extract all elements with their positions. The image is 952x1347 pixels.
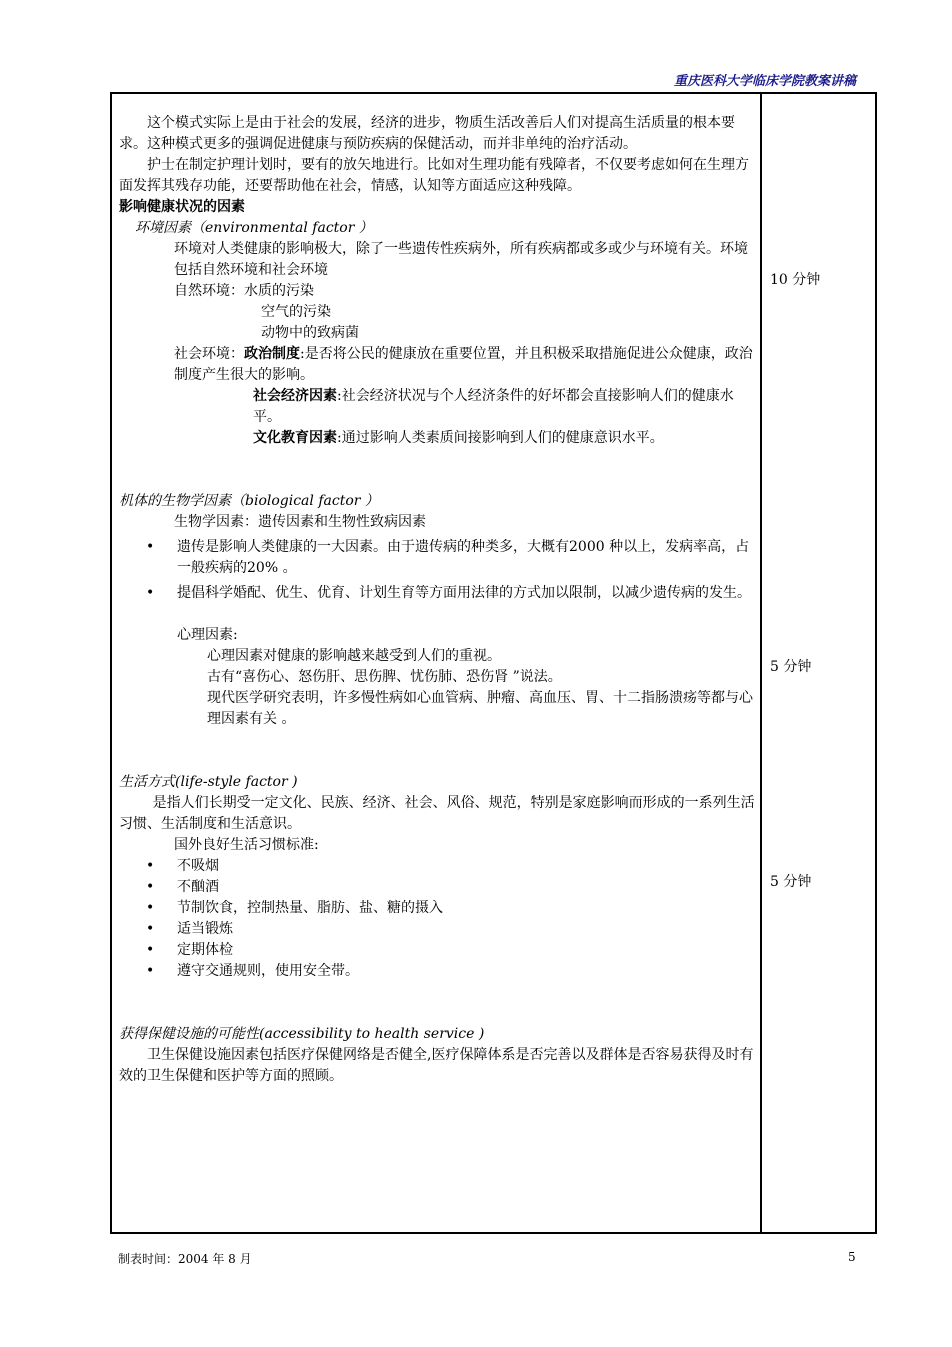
list-item: • 节制饮食，控制热量、脂肪、盐、糖的摄入 [146, 900, 443, 916]
psych-line: 心理因素对健康的影响越来越受到人们的重视。 [207, 648, 501, 664]
econ-term: 社会经济因素 [253, 388, 337, 404]
econ-text: :社会经济状况与个人经济条件的好坏都会直接影响人们的健康水平。 [253, 388, 734, 425]
document-header: 重庆医科大学临床学院教案讲稿 [673, 74, 856, 89]
edu-term: 文化教育因素 [253, 430, 337, 446]
list-item: • 适当锻炼 [146, 921, 233, 937]
env-title: 环境因素（environmental factor ） [135, 220, 373, 236]
life-title: 生活方式(life-style factor ) [119, 774, 298, 790]
bio-title: 机体的生物学因素（biological factor ） [119, 493, 379, 509]
paragraph-nursing: 护士在制定护理计划时，要有的放矢地进行。比如对生理功能有残障者，不仅要考虑如何在生理方面发挥其残存功能，还要帮助他在社会，情感，认知等方面适应这种残障。 [119, 157, 749, 194]
social-env-edu [253, 428, 755, 449]
politics-text: :是否将公民的健康放在重要位置，并且积极采取措施促进公众健康，政治制度产生很大的影响。 [174, 346, 753, 383]
life-standard-label: 国外良好生活习惯标准: [174, 837, 319, 853]
env-desc: 环境对人类健康的影响极大，除了一些遗传性疾病外，所有疾病都或多或少与环境有关。环境包括自然环境和社会环境 [174, 241, 748, 278]
politics-term: 政治制度 [244, 346, 300, 362]
access-desc: 卫生保健设施因素包括医疗保健网络是否健全,医疗保障体系是否完善以及群体是否容易获得及时有效的卫生保健和医护等方面的照顾。 [119, 1047, 754, 1084]
footer-date: 制表时间：2004 年 8 月 [118, 1252, 252, 1266]
social-env-econ [253, 386, 755, 428]
social-env-label: 社会环境： [174, 346, 244, 362]
column-divider [760, 92, 762, 1234]
natural-env-row [174, 281, 755, 302]
social-env-politics [174, 344, 755, 386]
time-allotment: 10 分钟 [770, 272, 821, 288]
edu-text: :通过影响人类素质间接影响到人们的健康意识水平。 [337, 430, 664, 446]
time-allotment: 5 分钟 [770, 874, 812, 890]
page-number: 5 [848, 1250, 856, 1264]
natural-env-item: 水质的污染 [244, 283, 314, 299]
bio-intro: 生物学因素：遗传因素和生物性致病因素 [174, 514, 426, 530]
natural-env-item: 空气的污染 [261, 304, 331, 320]
psych-line: 古有“喜伤心、怒伤肝、思伤脾、忧伤肺、恐伤肾 ”说法。 [207, 669, 562, 685]
list-item: • 不吸烟 [146, 858, 219, 874]
natural-env-label: 自然环境： [174, 283, 244, 299]
list-item: • 遵守交通规则，使用安全带。 [146, 963, 359, 979]
list-item: • 提倡科学婚配、优生、优育、计划生育等方面用法律的方式加以限制，以减少遗传病的发生。 [146, 585, 751, 601]
access-title: 获得保健设施的可能性(accessibility to health service ) [119, 1026, 485, 1042]
life-desc: 是指人们长期受一定文化、民族、经济、社会、风俗、规范，特别是家庭影响而形成的一系列生活习惯、生活制度和生活意识。 [119, 795, 755, 832]
list-item: • 不酗酒 [146, 879, 219, 895]
main-content [119, 113, 755, 1087]
list-item: • 遗传是影响人类健康的一大因素。由于遗传病的种类多，大概有2000 种以上，发病率高，占一般疾病的20% 。 [146, 539, 750, 576]
psych-line: 现代医学研究表明，许多慢性病如心血管病、肿瘤、高血压、胃、十二指肠溃疡等都与心理因素有关 。 [207, 690, 753, 727]
psych-label: 心理因素: [177, 627, 238, 643]
natural-env-item: 动物中的致病菌 [261, 325, 359, 341]
section-heading: 影响健康状况的因素 [119, 199, 245, 215]
time-allotment: 5 分钟 [770, 659, 812, 675]
list-item: • 定期体检 [146, 942, 233, 958]
paragraph-model: 这个模式实际上是由于社会的发展，经济的进步，物质生活改善后人们对提高生活质量的根本要求。这种模式更多的强调促进健康与预防疾病的保健活动，而并非单纯的治疗活动。 [119, 115, 735, 152]
